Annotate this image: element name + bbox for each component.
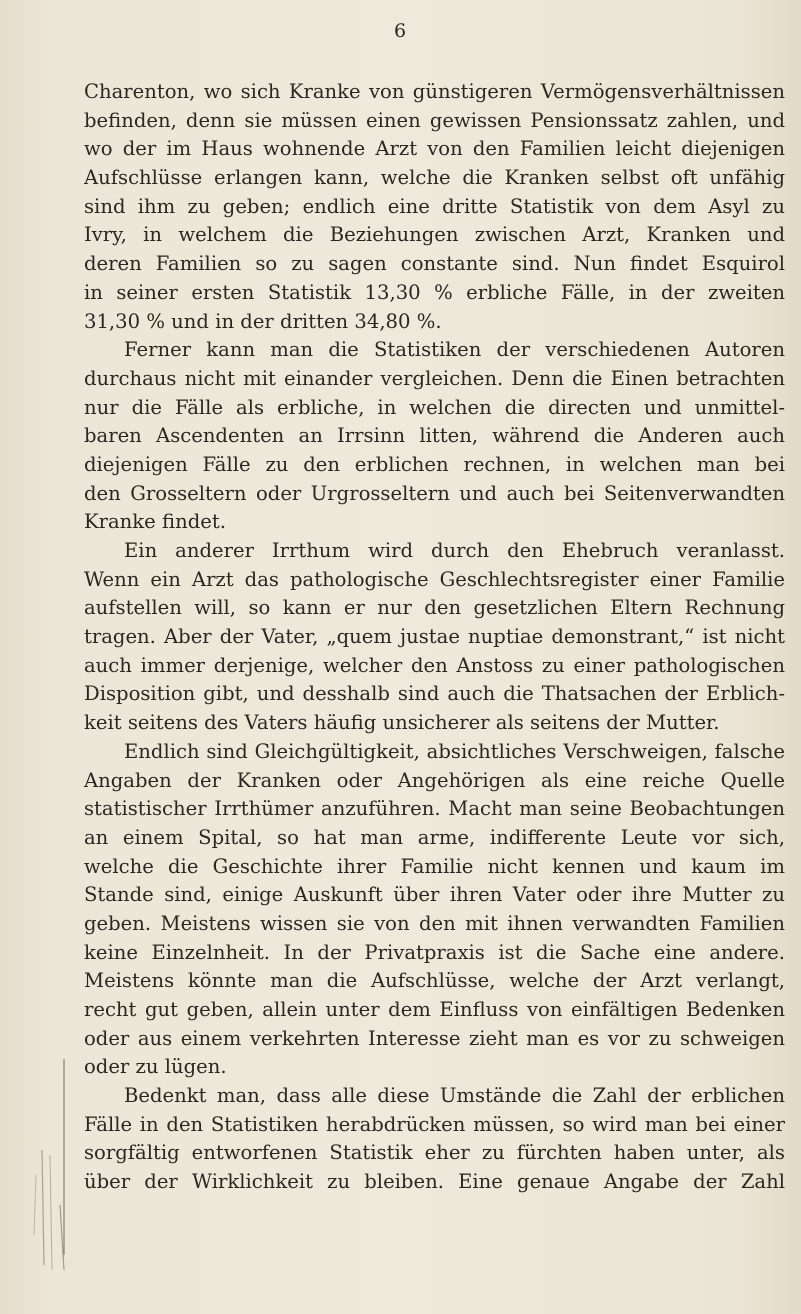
- text-line: welche die Geschichte ihrer Familie nicht kennen und kaum im: [84, 854, 785, 878]
- text-line: sind ihm zu geben; endlich eine dritte Statistik von dem Asyl zu: [84, 194, 785, 218]
- text-line: Charenton, wo sich Kranke von günstigeren Vermögensverhältnissen: [84, 80, 785, 103]
- text-line: oder aus einem verkehrten Interesse zieht man es vor zu schweigen: [84, 1026, 785, 1050]
- text-line: Stande sind, einige Auskunft über ihren Vater oder ihre Mutter zu: [84, 883, 785, 907]
- text-line: durchaus nicht mit einander vergleichen. Denn die Einen betrachten: [84, 366, 785, 390]
- text-line: Angaben der Kranken oder Angehörigen als eine reiche Quelle: [84, 768, 785, 792]
- text-line: Aufschlüsse erlangen kann, welche die Kranken selbst oft unfähig: [84, 166, 785, 190]
- text-line: befinden, denn sie müssen einen gewissen Pensionssatz zahlen, und: [84, 108, 785, 132]
- margin-pencil-marks: [20, 1055, 80, 1275]
- text-line: baren Ascendenten an Irrsinn litten, während die Anderen auch: [84, 424, 785, 448]
- text-line: über der Wirklichkeit zu bleiben. Eine genaue Angabe der Zahl: [84, 1170, 785, 1194]
- text-line: diejenigen Fälle zu den erblichen rechnen, in welchen man bei: [84, 452, 785, 476]
- text-line: wo der im Haus wohnende Arzt von den Familien leicht diejenigen: [84, 137, 785, 161]
- page-number: 6: [393, 20, 408, 42]
- text-line: nur die Fälle als erbliche, in welchen die directen und unmittel-: [84, 395, 785, 419]
- text-line: in seiner ersten Statistik 13,30 % erbliche Fälle, in der zweiten: [84, 280, 785, 304]
- text-line: Wenn ein Arzt das pathologische Geschlechtsregister einer Familie: [84, 567, 785, 591]
- text-line: geben. Meistens wissen sie von den mit ihnen verwandten Familien: [84, 911, 785, 935]
- body-text: [84, 78, 785, 1197]
- text-line: Ivry, in welchem die Beziehungen zwischen Arzt, Kranken und: [84, 223, 785, 247]
- text-line: Disposition gibt, und desshalb sind auch die Thatsachen der Erblich-: [84, 682, 785, 706]
- text-line: deren Familien so zu sagen constante sind. Nun findet Esquirol: [84, 252, 785, 276]
- text-line: sorgfältig entworfenen Statistik eher zu fürchten haben unter, als: [84, 1141, 785, 1165]
- text-line: Fälle in den Statistiken herabdrücken müssen, so wird man bei einer: [84, 1112, 785, 1136]
- text-line: tragen. Aber der Vater, „quem justae nuptiae demonstrant,“ ist nicht: [84, 625, 785, 649]
- text-line: statistischer Irrthümer anzuführen. Macht man seine Beobachtungen: [84, 797, 785, 821]
- text-line: Meistens könnte man die Aufschlüsse, welche der Arzt verlangt,: [84, 969, 785, 993]
- text-line: den Grosseltern oder Urgrosseltern und auch bei Seitenverwandten: [84, 481, 785, 505]
- text-line: keine Einzelnheit. In der Privatpraxis ist die Sache eine andere.: [84, 940, 785, 964]
- text-line: 31,30 % und in der dritten 34,80 %.: [84, 309, 442, 333]
- text-line: auch immer derjenige, welcher den Anstoss zu einer pathologischen: [84, 653, 785, 677]
- text-line: Bedenkt man, dass alle diese Umstände die Zahl der erblichen: [124, 1084, 785, 1108]
- text-line: Kranke findet.: [84, 510, 226, 534]
- text-line: keit seitens des Vaters häufig unsicherer als seitens der Mutter.: [84, 711, 720, 735]
- text-line: Ferner kann man die Statistiken der verschiedenen Autoren: [124, 338, 785, 362]
- text-line: Endlich sind Gleichgültigkeit, absichtliches Verschweigen, falsche: [124, 739, 785, 763]
- text-line: oder zu lügen.: [84, 1055, 227, 1079]
- text-line: an einem Spital, so hat man arme, indifferente Leute vor sich,: [84, 825, 785, 849]
- text-line: Ein anderer Irrthum wird durch den Ehebruch veranlasst.: [124, 539, 785, 562]
- text-line: aufstellen will, so kann er nur den gesetzlichen Eltern Rechnung: [84, 596, 785, 620]
- text-line: recht gut geben, allein unter dem Einfluss von einfältigen Bedenken: [84, 998, 785, 1021]
